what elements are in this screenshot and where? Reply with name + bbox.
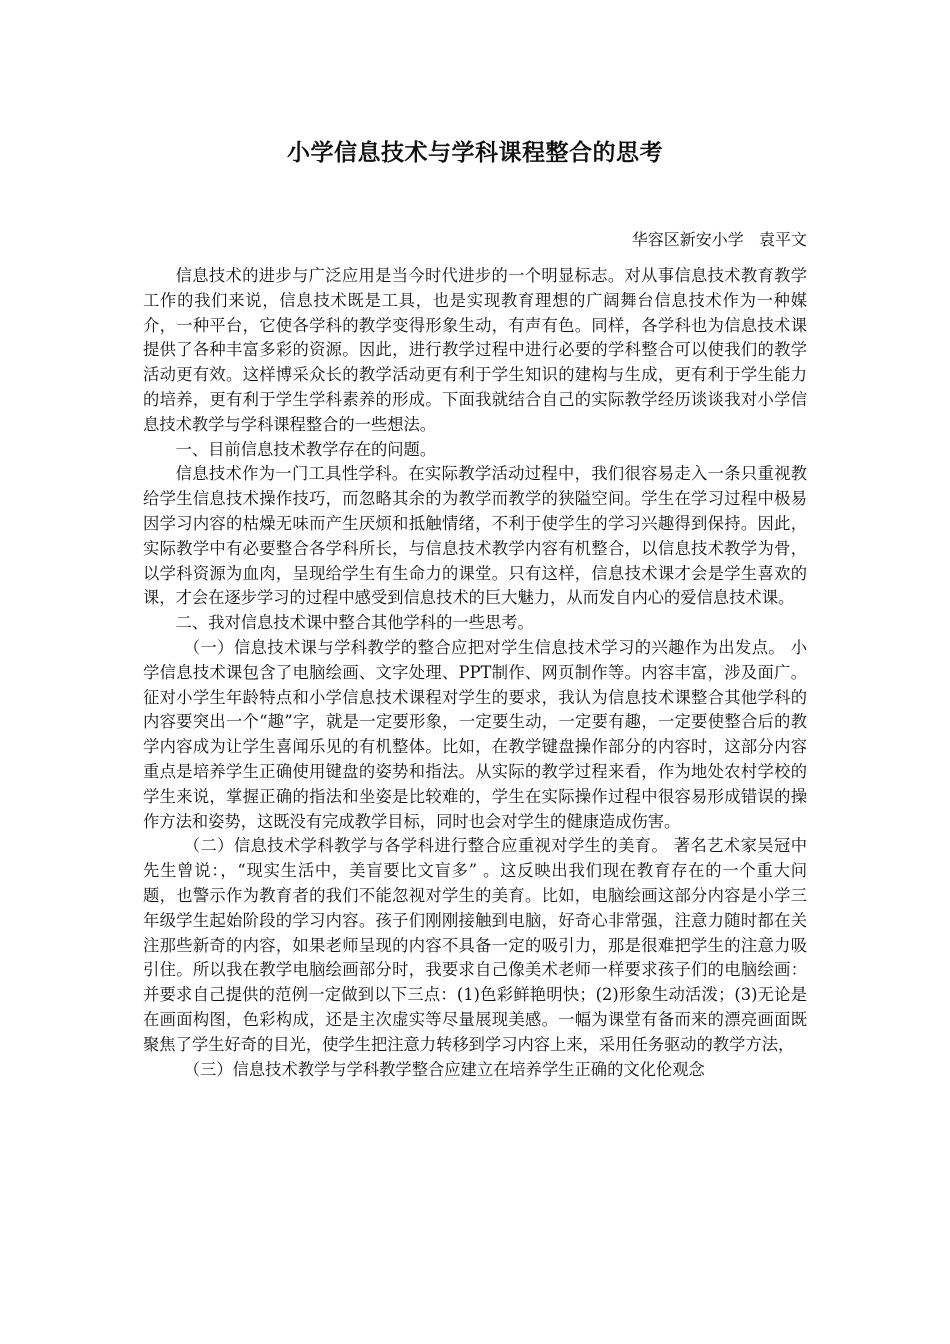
paragraph-section-1: 信息技术作为一门工具性学科。在实际教学活动过程中，我们很容易走入一条只重视教给学生信息技术操作技巧，而忽略其余的为教学而教学的狭隘空间。学生在学习过程中极易因学习内容的枯燥无味而产生厌烦和抵触情绪，不利于使学生的学习兴趣得到保持。因此，实际教学中有必要整合各学科所长，与信息技术教学内容有机整合，以信息技术教学为骨，以学科资源为血肉，呈现给学生有生命力的课堂。只有这样，信息技术课才会是学生喜欢的课，才会在逐步学习的过程中感受到信息技术的巨大魅力，从而发自内心的爱信息技术课。 — [143, 464, 807, 608]
document-body — [143, 264, 807, 1082]
paragraph-subsection-1: （一）信息技术课与学科教学的整合应把对学生信息技术学习的兴趣作为出发点。 小学信息技术课包含了电脑绘画、文字处理、PPT制作、网页制作等。内容丰富，涉及面广。征对小学生年龄特点和小学信息技术课程对学生的要求，我认为信息技术课整合其他学科的内容要突出一个“趣”字，就是一定要形象，一定要生动，一定要有趣，一定要使整合后的教学内容成为让学生喜闻乐见的有机整体。比如，在教学键盘操作部分的内容时，这部分内容重点是培养学生正确使用键盘的姿势和指法。从实际的教学过程来看，作为地处农村学校的学生来说，掌握正确的指法和坐姿是比较难的，学生在实际操作过程中很容易形成错误的操作方法和姿势，这既没有完成教学目标，同时也会对学生的健康造成伤害。 — [143, 637, 807, 831]
section-heading-2: 二、我对信息技术课中整合其他学科的一些思考。 — [175, 613, 534, 633]
author-line: 华容区新安小学 袁平文 — [631, 230, 807, 249]
paragraph-subsection-2: （二）信息技术学科教学与各学科进行整合应重视对学生的美育。 著名艺术家吴冠中先生曾说：，“现实生活中，美盲要比文盲多” 。这反映出我们现在教育存在的一个重大问题，也警示作为教育者的我们不能忽视对学生的美育。比如，电脑绘画这部分内容是小学三年级学生起始阶段的学习内容。孩子们刚刚接触到电脑，好奇心非常强，注意力随时都在关注那些新奇的内容，如果老师呈现的内容不具备一定的吸引力，那是很难把学生的注意力吸引住。所以我在教学电脑绘画部分时，我要求自己像美术老师一样要求孩子们的电脑绘画：并要求自己提供的范例一定做到以下三点：(1)色彩鲜艳明快；(2)形象生动活泼；(3)无论是在画面构图，色彩构成，还是主次虚实等尽量展现美感。一幅为课堂有备而来的漂亮画面既聚焦了学生好奇的目光，使学生把注意力转移到学习内容上来，采用任务驱动的教学方法， — [143, 836, 807, 1054]
paragraph-intro: 信息技术的进步与广泛应用是当今时代进步的一个明显标志。对从事信息技术教育教学工作的我们来说，信息技术既是工具，也是实现教育理想的广阔舞台信息技术作为一种媒介，一种平台，它使各学科的教学变得形象生动，有声有色。同样，各学科也为信息技术课提供了各种丰富多彩的资源。因此，进行教学过程中进行必要的学科整合可以使我们的教学活动更有效。这样博采众长的教学活动更有利于学生知识的建构与生成，更有利于学生能力的培养，更有利于学生学科素养的形成。下面我就结合自己的实际教学经历谈谈我对小学信息技术教学与学科课程整合的一些想法。 — [143, 266, 807, 434]
paragraph-subsection-3: （三）信息技术教学与学科教学整合应建立在培养学生正确的文化伦观念 — [183, 1059, 705, 1079]
section-heading-1: 一、目前信息技术教学存在的问题。 — [175, 439, 437, 459]
document-title: 小学信息技术与学科课程整合的思考 — [287, 140, 663, 166]
